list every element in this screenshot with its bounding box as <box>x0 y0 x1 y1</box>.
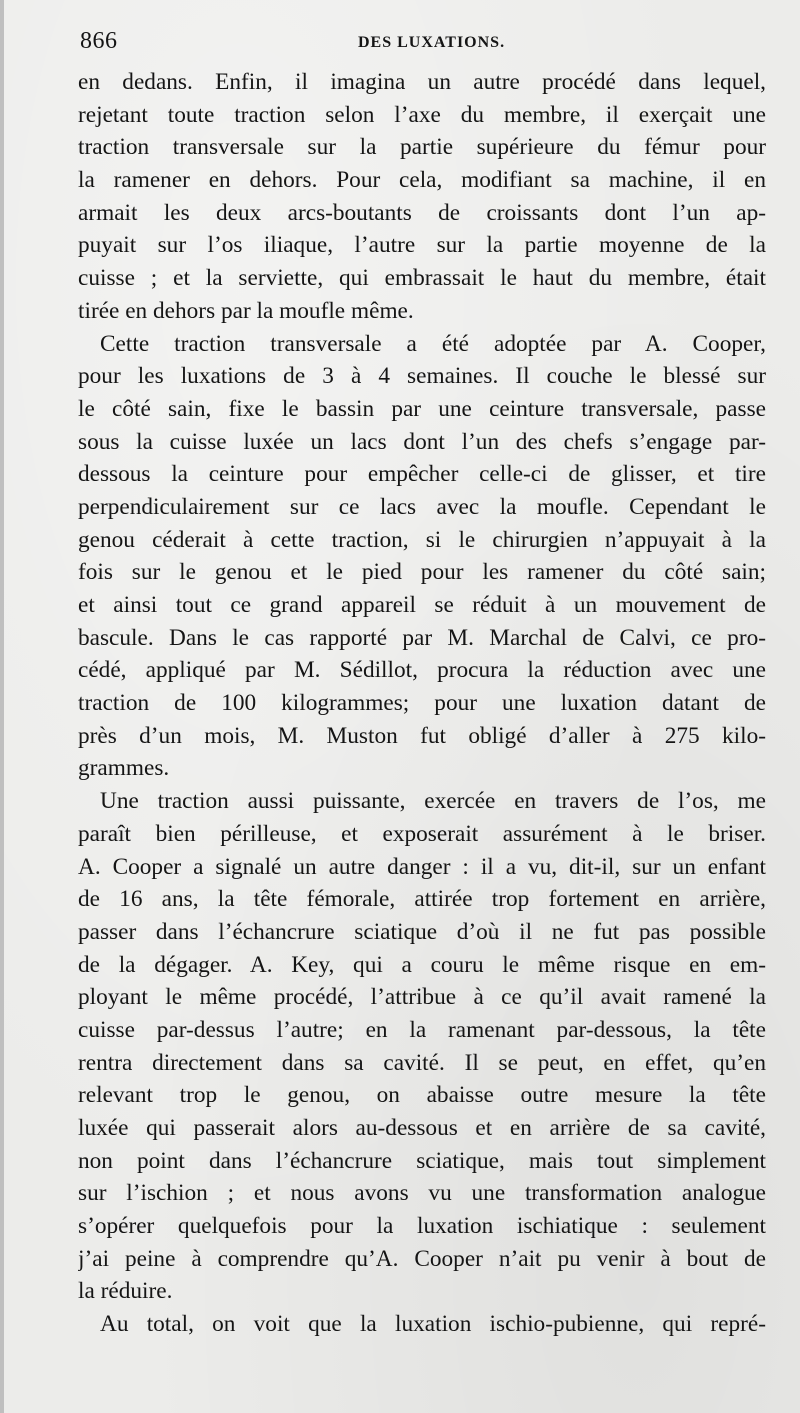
text-line: non point dans l’échancrure sciatique, mais tout simplement <box>78 1147 766 1174</box>
page-header <box>80 28 770 62</box>
running-title: DES LUXATIONS. <box>358 34 506 51</box>
text-line: de 16 ans, la tête fémorale, attirée trop fortement en arrière, <box>78 886 766 913</box>
text-line: rejetant toute traction selon l’axe du membre, il exerçait une <box>78 101 766 128</box>
text-line: sous la cuisse luxée un lacs dont l’un des chefs s’engage par- <box>78 428 766 455</box>
page-edge-shadow <box>0 0 4 1413</box>
text-line: Une traction aussi puissante, exercée en travers de l’os, me <box>100 788 766 815</box>
text-line: sur l’ischion ; et nous avons vu une transformation analogue <box>78 1180 766 1207</box>
text-line: passer dans l’échancrure sciatique d’où il ne fut pas possible <box>78 918 766 945</box>
text-line: pour les luxations de 3 à 4 semaines. Il couche le blessé sur <box>78 363 766 390</box>
text-line: rentra directement dans sa cavité. Il se peut, en effet, qu’en <box>78 1049 766 1076</box>
text-line: en dedans. Enfin, il imagina un autre procédé dans lequel, <box>78 69 766 95</box>
text-line: luxée qui passerait alors au-dessous et en arrière de sa cavité, <box>78 1115 766 1141</box>
text-line: cuisse ; et la serviette, qui embrassait le haut du membre, était <box>78 265 766 292</box>
text-line: tirée en dehors par la moufle même. <box>78 297 414 324</box>
text-line: grammes. <box>78 755 170 782</box>
text-line: Au total, on voit que la luxation ischio-pubienne, qui repré- <box>100 1311 766 1338</box>
text-line: paraît bien périlleuse, et exposerait assurément à le briser. <box>78 820 766 847</box>
text-line: dessous la ceinture pour empêcher celle-ci de glisser, et tire <box>78 461 766 488</box>
text-line: relevant trop le genou, on abaisse outre mesure la tête <box>78 1082 766 1109</box>
text-line: j’ai peine à comprendre qu’A. Cooper n’ait pu venir à bout de <box>78 1245 766 1272</box>
text-line: fois sur le genou et le pied pour les ramener du côté sain; <box>78 559 766 586</box>
body-text <box>78 66 766 1341</box>
text-line: de la dégager. A. Key, qui a couru le même risque en em- <box>78 951 766 978</box>
text-line: perpendiculairement sur ce lacs avec la moufle. Cependant le <box>78 493 766 520</box>
text-line: et ainsi tout ce grand appareil se réduit à un mouvement de <box>78 592 766 618</box>
text-line: traction transversale sur la partie supérieure du fémur pour <box>78 134 766 161</box>
text-line: s’opérer quelquefois pour la luxation ischiatique : seulement <box>78 1213 766 1240</box>
text-line: Cette traction transversale a été adoptée par A. Cooper, <box>100 330 766 357</box>
text-line: bascule. Dans le cas rapporté par M. Marchal de Calvi, ce pro- <box>78 624 766 651</box>
text-line: ployant le même procédé, l’attribue à ce qu’il avait ramené la <box>78 984 766 1011</box>
page-number: 866 <box>80 28 118 54</box>
text-line: armait les deux arcs-boutants de croissants dont l’un ap- <box>78 199 766 226</box>
text-line: le côté sain, fixe le bassin par une ceinture transversale, passe <box>78 395 766 422</box>
text-line: genou céderait à cette traction, si le chirurgien n’appuyait à la <box>78 526 766 553</box>
text-line: la ramener en dehors. Pour cela, modifiant sa machine, il en <box>78 167 766 194</box>
text-line: A. Cooper a signalé un autre danger : il a vu, dit-il, sur un enfant <box>78 853 766 880</box>
text-line: cuisse par-dessus l’autre; en la ramenant par-dessous, la tête <box>78 1016 766 1043</box>
text-line: la réduire. <box>78 1278 173 1305</box>
text-line: traction de 100 kilogrammes; pour une luxation datant de <box>78 690 766 717</box>
text-line: cédé, appliqué par M. Sédillot, procura la réduction avec une <box>78 657 766 684</box>
text-line: puyait sur l’os iliaque, l’autre sur la partie moyenne de la <box>78 232 766 259</box>
text-line: près d’un mois, M. Muston fut obligé d’aller à 275 kilo- <box>78 722 766 749</box>
